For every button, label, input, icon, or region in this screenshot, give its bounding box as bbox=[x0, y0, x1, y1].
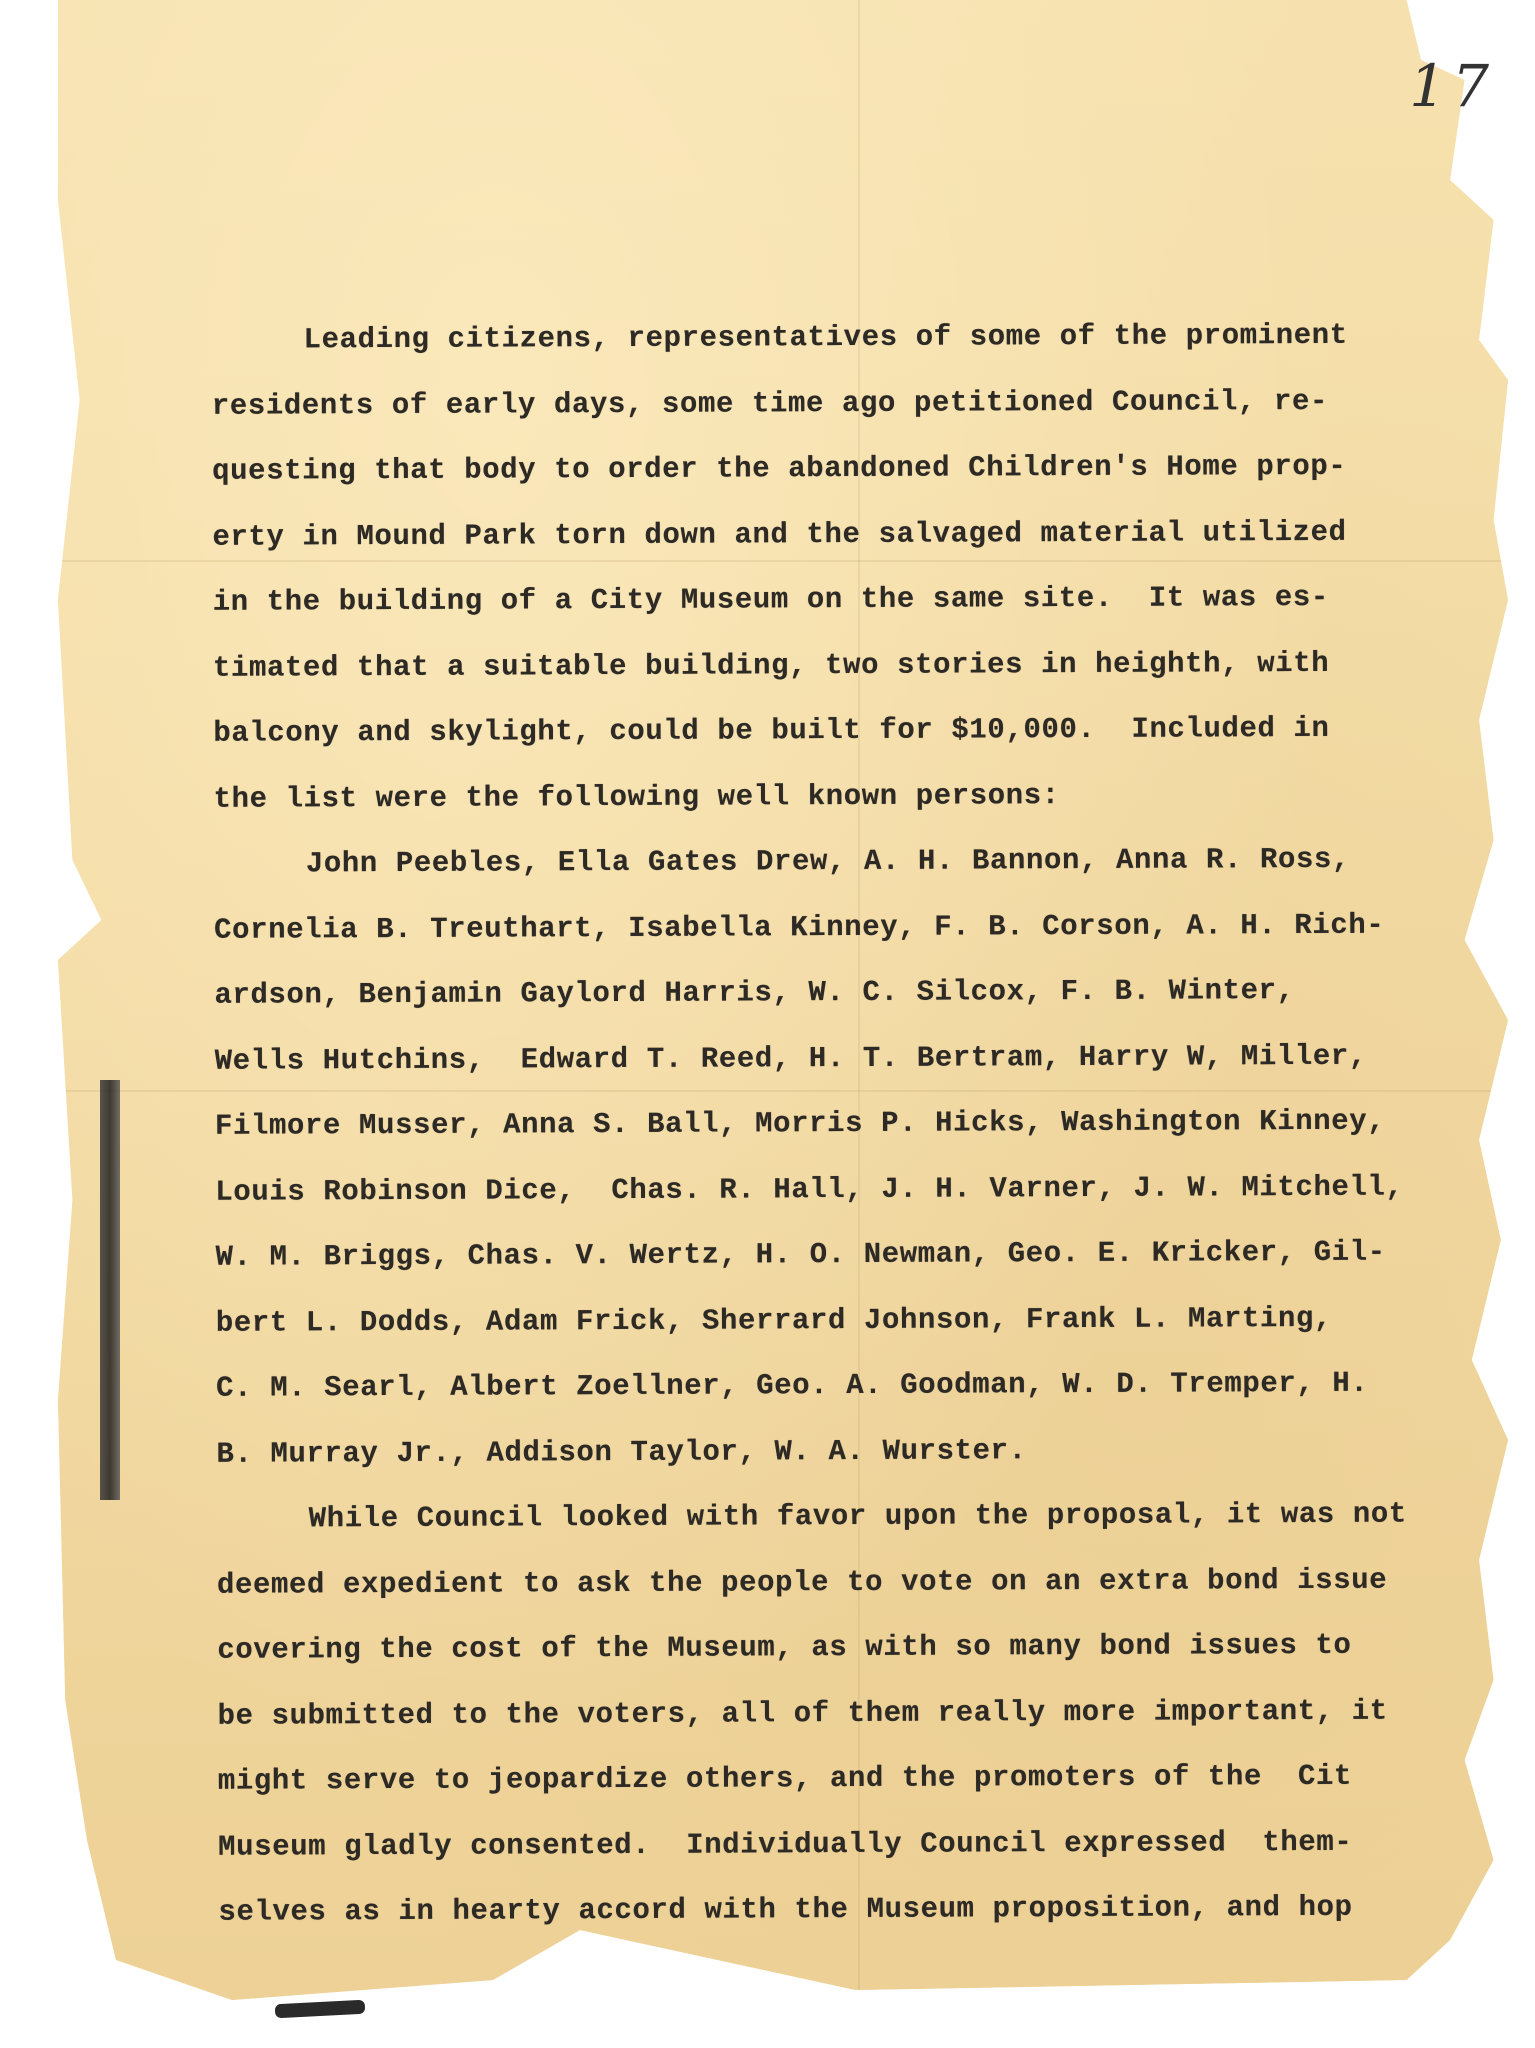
text-line: residents of early days, some time ago petitioned Council, re- bbox=[211, 384, 1329, 423]
text-line: in the building of a City Museum on the same site. It was es- bbox=[212, 580, 1329, 619]
text-line: bert L. Dodds, Adam Frick, Sherrard Johnson, Frank L. Marting, bbox=[215, 1301, 1333, 1340]
text-line: While Council looked with favor upon the proposal, it was not bbox=[308, 1497, 1407, 1536]
text-line: timated that a suitable building, two stories in heighth, with bbox=[212, 646, 1330, 685]
body-text bbox=[211, 302, 1488, 1945]
scan-edge-shadow bbox=[100, 1080, 120, 1500]
text-line: Wells Hutchins, Edward T. Reed, H. T. Bertram, Harry W, Miller, bbox=[214, 1039, 1367, 1078]
text-line: questing that body to order the abandoned Children's Home prop- bbox=[212, 449, 1347, 488]
text-line: B. Murray Jr., Addison Taylor, W. A. Wurster. bbox=[216, 1433, 1027, 1471]
text-line: selves as in hearty accord with the Museum proposition, and hop bbox=[218, 1890, 1353, 1929]
page-number: 17 bbox=[1409, 52, 1495, 120]
text-line: W. M. Briggs, Chas. V. Wertz, H. O. Newman, Geo. E. Kricker, Gil- bbox=[215, 1235, 1386, 1274]
text-line: ardson, Benjamin Gaylord Harris, W. C. Silcox, F. B. Winter, bbox=[214, 974, 1295, 1012]
text-line: Filmore Musser, Anna S. Ball, Morris P. Hicks, Washington Kinney, bbox=[214, 1104, 1386, 1143]
text-line: be submitted to the voters, all of them really more important, it bbox=[217, 1694, 1388, 1733]
text-line: the list were the following well known persons: bbox=[213, 778, 1060, 816]
text-line: C. M. Searl, Albert Zoellner, Geo. A. Goodman, W. D. Tremper, H. bbox=[216, 1366, 1369, 1405]
text-line: erty in Mound Park torn down and the salvaged material utilized bbox=[212, 515, 1347, 554]
text-line: might serve to jeopardize others, and the promoters of the Cit bbox=[217, 1759, 1353, 1798]
text-line: covering the cost of the Museum, as with so many bond issues to bbox=[217, 1628, 1352, 1667]
text-line: Museum gladly consented. Individually Council expressed them- bbox=[218, 1825, 1353, 1864]
text-line: balcony and skylight, could be built for $10,000. Included in bbox=[213, 711, 1330, 750]
text-line: Leading citizens, representatives of some of the prominent bbox=[303, 318, 1348, 357]
text-line: Louis Robinson Dice, Chas. R. Hall, J. H. Varner, J. W. Mitchell, bbox=[215, 1170, 1404, 1209]
text-line: Cornelia B. Treuthart, Isabella Kinney, F. B. Corson, A. H. Rich- bbox=[214, 908, 1385, 947]
text-line: John Peebles, Ella Gates Drew, A. H. Bannon, Anna R. Ross, bbox=[305, 842, 1351, 881]
text-line: deemed expedient to ask the people to vote on an extra bond issue bbox=[216, 1563, 1388, 1602]
scan-edge-mark bbox=[275, 2000, 366, 2019]
